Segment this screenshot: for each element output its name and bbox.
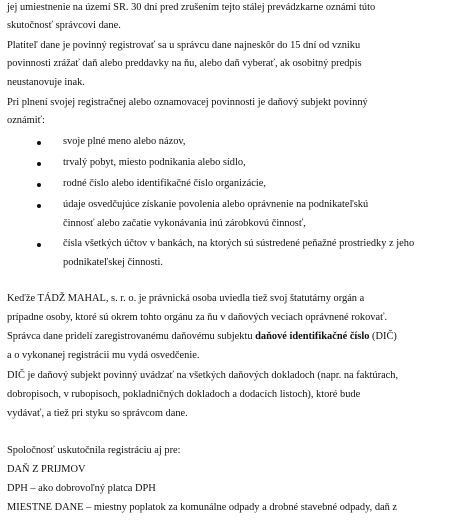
bullet-icon (37, 162, 41, 166)
company-para-line-4: a o vykonanej registrácii mu vydá osvedčenie. (7, 350, 200, 361)
notification-duty-line-1: Pri plnení svojej registračnej alebo oznamovacej povinnosti je daňový subjekt povinný (7, 97, 368, 108)
registration-duty-line-2: povinnosti zrážať daň alebo preddavky na ňu, alebo daň vyberať, ak osobitný predpis (7, 58, 362, 69)
bullet-item-id-number: rodné číslo alebo identifikačné číslo organizácie, (63, 178, 266, 189)
bullet-icon (37, 243, 41, 247)
dic-para-line-3: vydávať, a tiež pri styku so správcom dane. (7, 408, 188, 419)
company-para-line-3-end: (DIČ) (369, 331, 397, 342)
registration-item-income-tax: DAŇ Z PRIJMOV (7, 464, 86, 475)
notification-duty-line-2: oznámiť: (7, 115, 45, 126)
registration-duty-line-3: neustanovuje inak. (7, 77, 85, 88)
bullet-item-bank-accounts-cont: podnikateľskej činnosti. (63, 257, 164, 268)
dic-term: daňové identifikačné číslo (255, 331, 370, 342)
company-para-line-1: Keďže TÁDŽ MAHAL, s. r. o. je právnická osoba uviedla tiež svoj štatutárny orgán a (7, 293, 365, 304)
intro-line-2: skutočnosť správcovi dane. (7, 20, 121, 31)
bullet-item-license: údaje osvedčujúce získanie povolenia alebo oprávnenie na podnikateľskú (63, 199, 369, 210)
bullet-icon (37, 141, 41, 145)
registration-list-heading: Spoločnosť uskutočnila registráciu aj pre: (7, 445, 181, 456)
company-para-line-3-start: Správca dane pridelí zaregistrovanému daňovému subjektu (7, 331, 256, 342)
registration-item-local-taxes: MIESTNE DANE – miestny poplatok za komunálne odpady a drobné stavebné odpady, daň z (7, 502, 398, 513)
registration-item-vat: DPH – ako dobrovoľný platca DPH (7, 483, 156, 494)
bullet-item-bank-accounts: čísla všetkých účtov v bankách, na ktorých sú sústredené peňažné prostriedky z jeho (63, 238, 415, 249)
bullet-icon (37, 204, 41, 208)
company-para-line-2: prípadne osoby, ktoré sú okrem tohto orgánu za ňu v daňových veciach oprávnené rokovať. (7, 312, 388, 323)
dic-para-line-1: DIČ je daňový subjekt povinný uvádzať na všetkých daňových dokladoch (napr. na faktúrach, (7, 370, 399, 381)
company-para-line-3 (7, 331, 397, 343)
dic-para-line-2: dobropisoch, v rubopisoch, pokladničných dokladoch a dodacích listoch), ktoré bude (7, 389, 361, 400)
intro-line-1: jej umiestnenie na území SR. 30 dní pred zrušením tejto stálej prevádzkarne oznámi túto (7, 2, 376, 13)
bullet-item-name: svoje plné meno alebo názov, (63, 136, 186, 147)
registration-duty-line-1: Platiteľ dane je povinný registrovať sa u správcu dane najneskôr do 15 dní od vzniku (7, 40, 361, 51)
bullet-item-address: trvalý pobyt, miesto podnikania alebo sídlo, (63, 157, 246, 168)
bullet-item-license-cont: činnosť alebo začatie vykonávania inú zárobkovú činnosť, (63, 218, 306, 229)
bullet-icon (37, 183, 41, 187)
